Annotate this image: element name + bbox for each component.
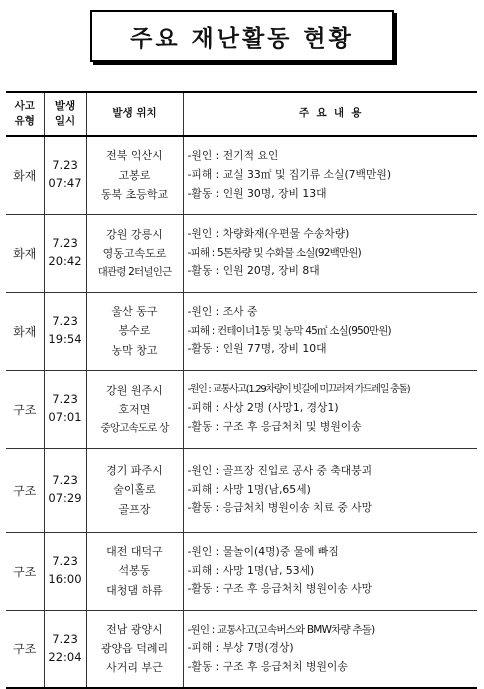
table-row bbox=[6, 610, 477, 688]
incident-location: 울산 동구 봉수로 농막 창고 bbox=[86, 292, 183, 370]
incident-datetime: 7.23 20:42 bbox=[44, 214, 86, 292]
cause-text: -원인 : 교통사고(1.29차량이 빗길에 미끄러져 가드레일 충돌) bbox=[187, 384, 410, 396]
incident-type: 구조 bbox=[6, 370, 44, 448]
cause-text: -원인 : 물놀이(4명)중 물에 빠짐 bbox=[187, 544, 339, 558]
table-row bbox=[6, 292, 477, 370]
incident-details bbox=[183, 292, 477, 370]
header-type: 사고 유형 bbox=[6, 92, 44, 136]
activity-text: -활동 : 인원 20명, 장비 8대 bbox=[187, 264, 320, 278]
header-location: 발생 위치 bbox=[86, 92, 183, 136]
incident-details bbox=[183, 448, 477, 532]
activity-text: -활동 : 구조 후 응급처치 및 병원이송 bbox=[187, 419, 362, 433]
incident-datetime: 7.23 07:47 bbox=[44, 136, 86, 214]
incident-location: 대전 대덕구 석봉동 대청댐 하류 bbox=[86, 532, 183, 610]
table-row bbox=[6, 532, 477, 610]
cause-text: -원인 : 차량화재(우편물 수송차량) bbox=[187, 226, 350, 240]
cause-text: -원인 : 교통사고(고속버스와 BMW차량 추돌) bbox=[187, 623, 375, 636]
activity-text: -활동 : 구조 후 응급처치 병원이송 사망 bbox=[187, 582, 373, 596]
incident-datetime: 7.23 19:54 bbox=[44, 292, 86, 370]
header-content: 주 요 내 용 bbox=[183, 92, 477, 136]
activity-text: -활동 : 인원 30명, 장비 13대 bbox=[187, 186, 327, 200]
incident-datetime: 7.23 07:01 bbox=[44, 370, 86, 448]
cause-text: -원인 : 조사 중 bbox=[187, 304, 258, 318]
incident-details bbox=[183, 370, 477, 448]
table-header-row bbox=[6, 92, 477, 136]
damage-text: -피해 : 사망 1명(남,65세) bbox=[187, 482, 311, 496]
incident-datetime: 7.23 07:29 bbox=[44, 448, 86, 532]
header-date: 발생 일시 bbox=[44, 92, 86, 136]
incident-datetime: 7.23 22:04 bbox=[44, 610, 86, 688]
damage-text: -피해 : 부상 7명(경상) bbox=[187, 641, 294, 655]
incident-details bbox=[183, 532, 477, 610]
incident-type: 구조 bbox=[6, 532, 44, 610]
incident-details bbox=[183, 214, 477, 292]
incident-location: 전남 광양시 광양읍 덕례리 사거리 부근 bbox=[86, 610, 183, 688]
cause-text: -원인 : 전기적 요인 bbox=[187, 148, 279, 162]
damage-text: -피해 : 컨테이너1동 및 농막 45㎡ 소실(950만원) bbox=[187, 324, 391, 337]
disaster-table bbox=[6, 91, 477, 689]
activity-text: -활동 : 구조 후 응급처치 병원이송 bbox=[187, 659, 348, 673]
incident-type: 구조 bbox=[6, 610, 44, 688]
incident-location: 경기 파주시 술이홀로 골프장 bbox=[86, 448, 183, 532]
incident-type: 화재 bbox=[6, 136, 44, 214]
table-row bbox=[6, 370, 477, 448]
incident-location: 전북 익산시 고봉로 동북 초등학교 bbox=[86, 136, 183, 214]
incident-details bbox=[183, 610, 477, 688]
incident-location: 강원 원주시 호저면 중앙고속도로 상 bbox=[86, 370, 183, 448]
table-row bbox=[6, 136, 477, 214]
damage-text: -피해 : 5톤차량 및 수화물 소실(92백만원) bbox=[187, 246, 361, 259]
table-row bbox=[6, 214, 477, 292]
cause-text: -원인 : 골프장 진입로 공사 중 축대붕괴 bbox=[187, 463, 373, 477]
page-title: 주요 재난활동 현황 bbox=[90, 10, 394, 62]
incident-location: 강원 강릉시 영동고속도로 대관령 2터널인근 bbox=[86, 214, 183, 292]
incident-type: 구조 bbox=[6, 448, 44, 532]
incident-type: 화재 bbox=[6, 292, 44, 370]
incident-details bbox=[183, 136, 477, 214]
incident-type: 화재 bbox=[6, 214, 44, 292]
damage-text: -피해 : 사상 2명 (사망1, 경상1) bbox=[187, 400, 339, 414]
activity-text: -활동 : 인원 77명, 장비 10대 bbox=[187, 342, 327, 356]
activity-text: -활동 : 응급처치 병원이송 치료 중 사망 bbox=[187, 501, 373, 515]
damage-text: -피해 : 사망 1명(남, 53세) bbox=[187, 563, 315, 577]
incident-datetime: 7.23 16:00 bbox=[44, 532, 86, 610]
table-row bbox=[6, 448, 477, 532]
damage-text: -피해 : 교실 33㎡ 및 집기류 소실(7백만원) bbox=[187, 167, 392, 181]
